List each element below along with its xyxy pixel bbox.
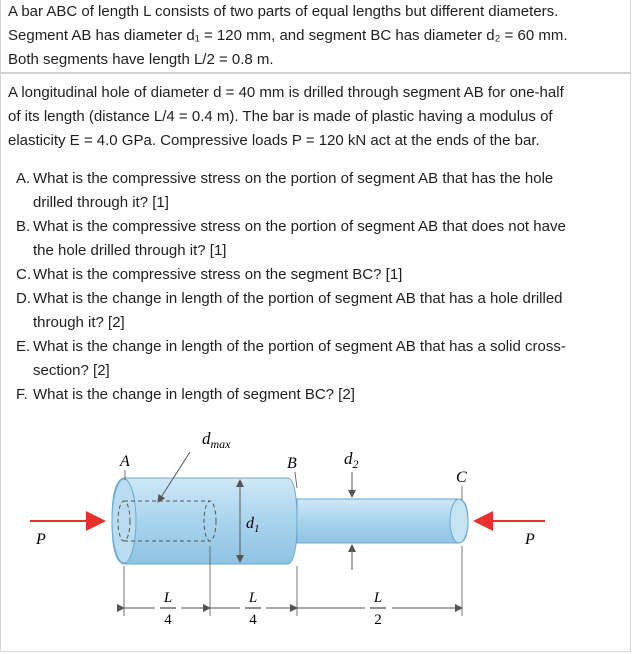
svg-text:L: L (373, 590, 383, 606)
label-d2: $d_2$ (344, 449, 359, 471)
details-line-3: elasticity E = 4.0 GPa. Compressive loads P = 120 kN act at the ends of the bar. (8, 132, 540, 149)
details-paragraph (0, 81, 628, 153)
question-item-f (16, 383, 616, 407)
svg-text:4: 4 (249, 612, 257, 628)
details-line-1: A longitudinal hole of diameter d = 40 mm is drilled through segment AB for one-half (8, 84, 564, 101)
question-letter: B. (16, 218, 31, 235)
label-point-b: B (287, 455, 297, 472)
label-point-c: C (456, 469, 467, 486)
question-item-b (16, 215, 616, 263)
question-text: section? [2] (33, 362, 110, 379)
bar-figure (0, 420, 633, 652)
question-text: What is the compressive stress on the segment BC? [1] (33, 266, 403, 283)
label-p-left: P (36, 531, 46, 548)
svg-text:2: 2 (374, 612, 382, 628)
segment-bc (297, 499, 468, 543)
svg-text:L: L (248, 590, 258, 606)
question-letter: C. (16, 266, 31, 283)
question-text: drilled through it? [1] (33, 194, 169, 211)
intro-line-2: Segment AB has diameter d₁ = 120 mm, and segment BC has diameter d₂ = 60 mm. (8, 27, 568, 44)
question-item-d (16, 287, 616, 335)
end-face-c (450, 499, 468, 543)
details-line-2: of its length (distance L/4 = 0.4 m). The bar is made of plastic having a modulus of (8, 108, 553, 125)
svg-text:4: 4 (164, 612, 172, 628)
dim-label-3 (370, 590, 386, 628)
question-letter: F. (16, 386, 28, 403)
question-text: What is the change in length of the portion of segment AB that has a hole drilled (33, 290, 563, 307)
label-dmax: $d_{max}$ (202, 429, 231, 451)
svg-text:L: L (163, 590, 173, 606)
section-divider (0, 72, 631, 74)
question-letter: E. (16, 338, 31, 355)
question-list (16, 167, 616, 407)
question-text: What is the change in length of the portion of segment AB that has a solid cross- (33, 338, 566, 355)
label-p-right: P (525, 531, 535, 548)
dim-label-2 (245, 590, 261, 628)
intro-paragraph (0, 0, 628, 72)
dim-label-1 (160, 590, 176, 628)
question-item-a (16, 167, 616, 215)
question-text: What is the compressive stress on the portion of segment AB that does not have (33, 218, 566, 235)
intro-line-3: Both segments have length L/2 = 0.8 m. (8, 51, 274, 68)
question-item-e (16, 335, 616, 383)
question-text: What is the compressive stress on the portion of segment AB that has the hole (33, 170, 554, 187)
question-text: What is the change in length of segment BC? [2] (33, 386, 355, 403)
question-letter: D. (16, 290, 31, 307)
label-d1: $d_1$ (246, 515, 260, 535)
question-letter: A. (16, 170, 31, 187)
label-point-a: A (120, 453, 130, 470)
end-face-a (112, 479, 136, 563)
question-text: through it? [2] (33, 314, 125, 331)
question-item-c (16, 263, 616, 287)
intro-line-1: A bar ABC of length L consists of two parts of equal lengths but different diameters. (8, 3, 559, 20)
leader-b (295, 472, 297, 488)
question-text: the hole drilled through it? [1] (33, 242, 227, 259)
